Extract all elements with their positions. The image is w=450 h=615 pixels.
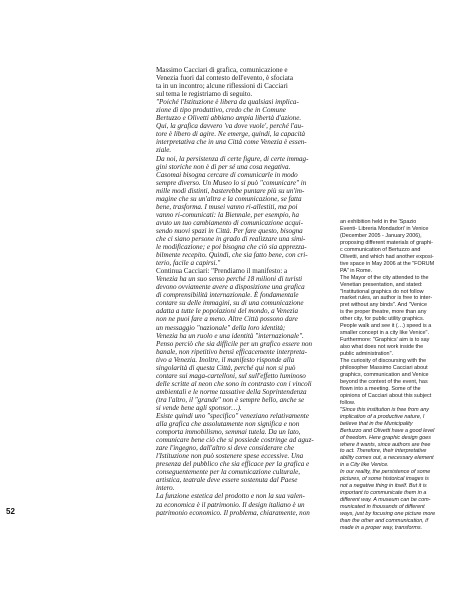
text-line: market rules, an author is free to inter-	[340, 295, 433, 302]
text-line: public administration".	[340, 351, 394, 358]
text-line: Penso perciò che sia difficile per un grafico essere non	[156, 339, 313, 348]
text-line: La funzione estetica del prodotto e non la sua valen-	[156, 492, 305, 501]
text-line: terio, facile a capirsi."	[156, 259, 221, 268]
text-line: beyond the context of the event, has	[340, 378, 428, 385]
text-line: Venetian presentation, and stated:	[340, 281, 423, 288]
text-line: zione di tipo produttivo, credo che in Comune	[156, 106, 286, 115]
text-line: pictures, of some historical images is	[340, 476, 429, 483]
text-line: important to communicate them in a	[340, 490, 427, 497]
text-line: le modificazione; e poi bisogna che ciò sia apprezza-	[156, 243, 307, 252]
text-line: graphics, communication and Venice	[340, 371, 429, 378]
text-line: intero.	[156, 484, 175, 493]
text-line: adatta a tutte le popolazioni del mondo, a Venezia	[156, 307, 299, 316]
text-line: vanno ri-comunicati: la Biennale, per esempio, ha	[156, 210, 300, 219]
text-line: sendo nuovi spazi in Città. Per fare questo, bisogna	[156, 226, 303, 235]
text-line: opinions of Cacciari about this subject	[340, 392, 432, 399]
text-line: (December 2005 - January 2006),	[340, 232, 422, 239]
text-line: different way. A museum can be com-	[340, 497, 431, 504]
text-line: is the proper theatre, more than any	[340, 309, 427, 316]
text-line: che ci siano persone in grado di realizzare una simi-	[156, 234, 306, 243]
text-line: Venezia fuori dal contesto dell'evento, è sfociata	[156, 74, 293, 83]
text-line: conseguentemente per la comunicazione culturale,	[156, 468, 301, 477]
text-line: Casomai bisogna cercare di comunicarle in modo	[156, 170, 298, 179]
text-line: Venezia ha un ruolo e una identità "internazionale".	[156, 331, 304, 340]
page-number: 52	[6, 507, 15, 516]
text-line: devono ovviamente avere a disposizione una grafica	[156, 283, 305, 292]
text-line: sul tema le registriamo di seguito.	[156, 90, 253, 99]
text-line: contare su delle immagini, su di una comunicazione	[156, 299, 304, 308]
text-line: In our reality, the persistence of some	[340, 469, 431, 476]
text-line: za economica è il patrimonio. Il design italiano è un	[156, 500, 305, 509]
text-line: (tra l'altro, il "grande" non è sempre bello, anche se	[156, 395, 305, 404]
text-line: tive space in May 2006 at the "FORUM	[340, 260, 435, 267]
text-line: alla grafica che assolutamente non significa e non	[156, 420, 300, 429]
text-line: banale, non ripetitivo bensì efficacemente interpreta-	[156, 347, 308, 356]
text-line: comunicare bene ciò che si possiede costringe ad aguz-	[156, 436, 314, 445]
text-line: artistica, teatrale deve essere sostenuta dal Paese	[156, 476, 298, 485]
text-line: ambientali e le norme tassative della Soprintendenza	[156, 387, 307, 396]
text-line: un messaggio "nazionale" della loro identità;	[156, 323, 286, 332]
text-line: municated in thousands of different	[340, 504, 425, 511]
text-line: implication of a productive nature, I	[340, 413, 425, 420]
text-line: an exhibition held in the 'Spazio	[340, 219, 417, 225]
text-line: also what does not work inside the	[340, 344, 424, 351]
text-line: l'Istituzione non può sostenere spese eccessive. Una	[156, 452, 304, 461]
text-line: Qui, la grafica davvero 'va dove vuole', perché l'au-	[156, 122, 304, 131]
text-line: ta in un incontro; alcune riflessioni di Cacciari	[156, 82, 288, 91]
text-line: pret without any binds". And "Venice	[340, 302, 427, 309]
text-line: sempre diverso. Un Museo lo si può "comunicare" in	[156, 178, 307, 187]
text-line: avuto un tuo cambiamento di comunicazione acqui-	[156, 218, 303, 227]
text-line: Venezia ha un suo senso perché 18 milioni di turisti	[156, 275, 303, 284]
text-line: "Poiché l'Istituzione è libera da qualsiasi implica-	[156, 98, 299, 107]
text-line: The curiosity of discoursing with the	[340, 358, 427, 365]
text-line: believe that in the Municipality	[340, 420, 413, 427]
text-line: Da noi, la persistenza di certe figure, di certe immag-	[156, 154, 309, 163]
text-line: "Since this institution is free from any	[340, 406, 429, 413]
text-line: comporta immobilismo, semmai tutela. Da un lato,	[156, 428, 301, 437]
text-line: contare sui maga-cartelloni, sul sull'effetto luminoso	[156, 371, 306, 380]
text-line: bene, trasforma. I musei vanno ri-allestiti, ma poi	[156, 202, 298, 211]
text-line: Bertuzzo and Olivetti have a good level	[340, 427, 435, 434]
text-line: ability comes out, a necessary element	[340, 455, 434, 462]
text-line: "Institutional graphics do not follow	[340, 288, 424, 295]
english-text-column	[340, 219, 443, 532]
text-line: Furthermore: "Graphics' aim is to say	[340, 337, 430, 344]
text-line: proposing different materials of graphi-	[340, 239, 433, 246]
text-line: Bertuzzo e Olivetti abbiano ampia libertà d'azione.	[156, 114, 302, 123]
text-line: Continua Cacciari: "Prendiamo il manifesto: a	[156, 267, 288, 276]
text-line: singolarità di questa Città, perché qui non si può	[156, 363, 296, 372]
text-line: magine che su un'altra e la comunicazione, se fatta	[156, 194, 302, 203]
text-line: tivo a Venezia. Inoltre, il manifesto risponde alla	[156, 355, 295, 364]
text-line: Eventi- Libreria Mondadori' in Venice	[340, 225, 429, 232]
text-line: Olivetti, and which had another exposi-	[340, 253, 434, 260]
text-line: c communication of Bertuzzo and	[340, 246, 421, 253]
text-line: si vende bene agli sponsor…).	[156, 403, 242, 412]
text-line: patrimonio economico. Il problema, chiaramente, non	[156, 508, 310, 517]
text-line: follow.	[340, 399, 356, 406]
text-line: tore è libero di agire. Ne emerge, quindi, la capacità	[156, 130, 306, 139]
text-line: in a City like Venice.	[340, 462, 389, 469]
text-line: flown into a meeting. Some of the	[340, 385, 421, 392]
text-line: zare l'ingegno, dall'altro si deve considerare che	[156, 444, 294, 453]
text-line: other city, for public utility graphics.	[340, 316, 425, 323]
text-line: People walk and see it (…) speed is a	[340, 323, 432, 330]
text-line: ways, just by focusing one picture more	[340, 511, 436, 518]
text-line: made in a proper way, transforms.	[340, 524, 423, 531]
text-line: bilmente recepito. Quindi, che sia fatto bene, con cri-	[156, 251, 308, 260]
text-line: not a negative thing in itself. But it is	[340, 483, 427, 490]
text-line: philosopher Massimo Cacciari about	[340, 365, 428, 372]
text-line: delle scritte al neon che sono in contrasto con i vincoli	[156, 379, 312, 388]
text-line: smaller concept in a city like Venice".	[340, 330, 429, 337]
text-line: of freedom. Here graphic design goes	[340, 434, 431, 441]
text-line: di comprensibilità internazionale. È fondamentale	[156, 291, 299, 300]
text-line: gini storiche non è di per sé una cosa negativa.	[156, 162, 291, 171]
italian-text-column	[156, 66, 334, 517]
text-line: The Mayor of the city attended to the	[340, 274, 429, 281]
text-line: than the other and communication, if	[340, 517, 428, 524]
text-line: Massimo Cacciari di grafica, comunicazione e	[156, 66, 288, 74]
text-line: mille modi distinti, basterebbe puntare più su un'im-	[156, 186, 305, 195]
text-line: where it wants, since authors are free	[340, 441, 431, 448]
text-line: non ne puoi fare a meno. Altre Città possono dare	[156, 315, 298, 324]
text-line: PA" in Rome.	[340, 267, 373, 274]
text-line: interpretativa che in una Città come Venezia è essen-	[156, 138, 307, 147]
text-line: to act. Therefore, their interpretative	[340, 448, 427, 455]
text-line: Esiste quindi uno "specifico" veneziano relativamente	[156, 412, 309, 421]
text-line: ziale.	[156, 146, 172, 155]
text-line: presenza del pubblico che sia efficace per la grafica e	[156, 460, 310, 469]
